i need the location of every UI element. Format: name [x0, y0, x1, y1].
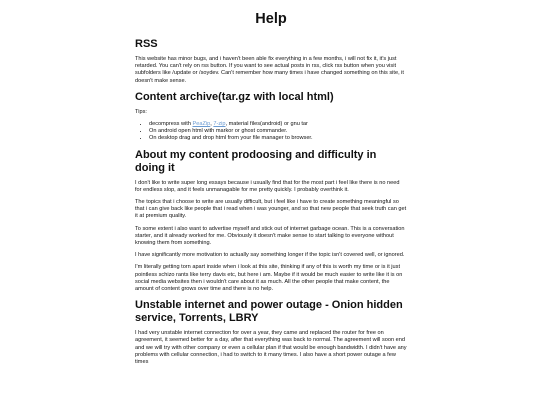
archive-heading: Content archive(tar.gz with local html) [135, 90, 334, 103]
about-paragraph: The topics that i choose to write are usually difficult, but i feel like i have to create something meaningful so that i can give back like people that i read when i was younger, and so that new people that seek truth can get it at premium quality. [135, 199, 407, 220]
outage-heading: Unstable internet and power outage - Onion hidden service, Torrents, LBRY [135, 299, 403, 325]
7zip-link[interactable]: 7-zip [213, 121, 226, 128]
tips-item-suffix: , material files(android) or gnu tar [225, 121, 308, 128]
about-heading: About my content prodoosing and difficulty in doing it [135, 148, 377, 174]
outage-paragraph: I had very unstable internet connection for over a year, they came and replaced the router for free on agreement, it seemed better for a day, after that everything was back to normal. The agreement will soon end and we will try with other company or even a cellular plan if that would be enough bandwidth. I didn't have any problems with cellular connection, i had to switch to it many times. I also have a short power outage a few times [135, 330, 407, 366]
tips-list [135, 121, 407, 143]
outage-section [135, 299, 407, 366]
tips-item-sep: , [210, 121, 214, 128]
about-paragraph: I'm literally getting torn apart inside when i look at this site, thinking if any of this is worth my time or is it just pointless schizo rants like terry davis etc, but here i am. Maybe if it would be much easier to write like it is on social media websites then i wouldn't care about it as much. All the other people that make content, the amount of content grows over time and there is no help. [135, 264, 403, 293]
tips-item-prefix: decompress with [149, 121, 193, 128]
archive-section [135, 91, 407, 143]
rss-section [135, 38, 407, 85]
about-paragraph: I have significantly more motivation to actually say something longer if the topic isn't covered well, or ignored. [135, 252, 405, 259]
tips-item-desktop: • On desktop drag and drop html from your file manager to browser. [149, 135, 407, 142]
tips-item-android: • On android open html with markor or ghost commander. [149, 128, 407, 135]
about-paragraph: To some extent i also want to advertise myself and stick out of internet garbage ocean. This is a conversation starter, and it already worked for me. Obviously it doesn't make sense to start talking to everyone without knowing them from something. [135, 225, 405, 247]
tips-item-decompress [149, 121, 407, 128]
rss-paragraph: This website has minor bugs, and i haven't been able fix everything in a few months, i will not fix it, it's just retarded. You can't rely on rss button. If you want to see actual posts in rss, click rss button when you visit subfolders like /update or /soydev. Can't remember how many times i have changed something on this site, it doesn't make sense. [135, 56, 404, 84]
help-page [135, 0, 407, 366]
peazip-link[interactable]: PeaZip [192, 121, 211, 128]
about-section [135, 149, 407, 294]
tips-label: Tips: [135, 108, 147, 115]
page-title: Help [255, 11, 287, 27]
about-paragraph: I don't like to write super long essays because i usually find that for the most part i feel like there is no need for endless slop, and it feels unmanagable for me pretty quickly. I probably overthink it. [135, 179, 400, 193]
rss-heading: RSS [135, 38, 158, 50]
